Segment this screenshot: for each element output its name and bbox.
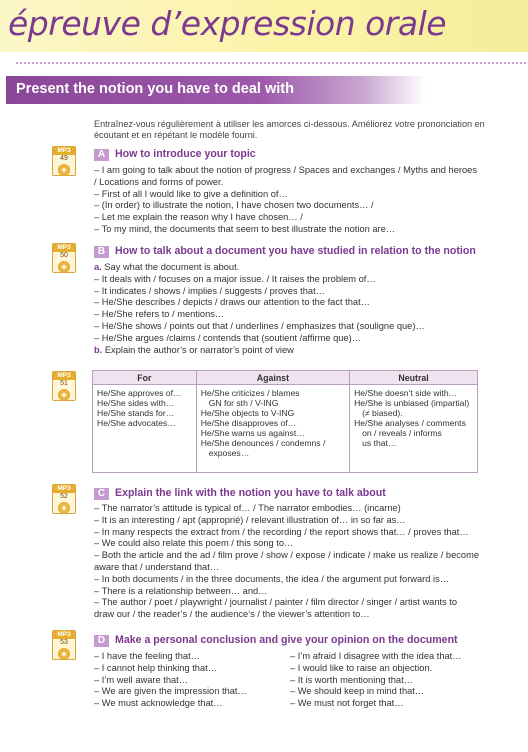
disc-icon	[58, 389, 70, 401]
section-letter-badge: C	[94, 488, 109, 500]
list-item: – I have the feeling that…	[94, 651, 200, 661]
section-a-lines	[94, 165, 504, 236]
list-item: – He/She argues /claims / contends that (soutient /affirme que)…	[94, 332, 361, 343]
mp3-audio-icon[interactable]: MP3 50	[52, 243, 76, 273]
mp3-audio-icon[interactable]: MP3 49	[52, 146, 76, 176]
list-item: – I would like to raise an objection.	[290, 662, 433, 673]
list-item: – We could also relate this poem / this song to…	[94, 538, 294, 549]
table-header-for: For	[93, 371, 197, 385]
list-item: – First of all I would like to give a definition of…	[94, 188, 288, 199]
list-item: – In many respects the extract from / the recording / the report shows that… / proves that…	[94, 526, 469, 537]
sub-heading-a: a. Say what the document is about.	[94, 262, 240, 272]
list-item: draw our / the reader’s / the audience’s / the viewer’s attention to…	[94, 609, 370, 620]
point-of-view-table	[92, 370, 478, 473]
sub-heading-b: b. Explain the author’s or narrator’s point of view	[94, 344, 294, 355]
list-item: – It deals with / focuses on a major issue. / It raises the problem of…	[94, 273, 376, 284]
list-item: – I cannot help thinking that…	[94, 662, 218, 673]
disc-icon	[58, 261, 70, 273]
list-item: – In both documents / in the three documents, the idea / the argument put forward is…	[94, 573, 450, 584]
table-cell-for: He/She approves of… He/She sides with… He/She stands for… He/She advocates…	[93, 385, 197, 473]
section-d-heading: D Make a personal conclusion and give your opinion on the document	[94, 634, 458, 647]
list-item: aware that / understand that…	[94, 561, 220, 572]
list-item: – Let me explain the reason why I have chosen… /	[94, 212, 303, 223]
disc-icon	[58, 648, 70, 660]
list-item: – I’m afraid I disagree with the idea that…	[290, 651, 462, 661]
section-d-right-column	[290, 651, 462, 710]
mp3-audio-icon[interactable]: MP3 51	[52, 371, 76, 401]
table-header-neutral: Neutral	[350, 371, 478, 385]
list-item: – Both the article and the ad / film prove / show / expose / indicate / make us realize / become	[94, 550, 479, 561]
list-item: – I am going to talk about the notion of progress / Spaces and exchanges / Myths and heroes	[94, 165, 477, 175]
list-item: – The author / poet / playwright / journalist / painter / film director / singer / artist wants to	[94, 597, 458, 608]
section-d-left-column	[94, 651, 247, 710]
list-item: – He/She describes / depicts / draws our attention to the fact that…	[94, 297, 370, 308]
table-cell-against: He/She criticizes / blames GN for sth / V-ING He/She objects to V-ING He/She disapproves of… He/She warns us against… He/She denounces / condemns / exposes…	[196, 385, 349, 473]
list-item: – The narrator’s attitude is typical of… / The narrator embodies… (incarne)	[94, 503, 401, 513]
section-letter-badge: A	[94, 149, 109, 161]
section-letter-badge: B	[94, 246, 109, 258]
mp3-audio-icon[interactable]: MP3 53	[52, 630, 76, 660]
intro-text: Entraînez-vous régulièrement à utiliser les amorces ci-dessous. Améliorez votre prononciation en écoutant et en répétant le modèle fourni.	[94, 119, 485, 140]
section-banner: Present the notion you have to deal with	[6, 76, 426, 104]
list-item: – It indicates / shows / implies / suggests / proves that…	[94, 285, 325, 296]
list-item: – We should keep in mind that…	[290, 686, 425, 697]
dotted-divider	[16, 62, 526, 64]
list-item: – He/She refers to / mentions…	[94, 309, 225, 320]
section-b-heading: B How to talk about a document you have studied in relation to the notion	[94, 245, 476, 258]
list-item: – It is an interesting / apt (approprié) / relevant illustration of… in so far as…	[94, 514, 406, 525]
section-letter-badge: D	[94, 635, 109, 647]
section-a-heading: A How to introduce your topic	[94, 148, 256, 161]
list-item: – He/She shows / points out that / underlines / emphasizes that (souligne que)…	[94, 320, 425, 331]
section-b-lines	[94, 262, 504, 356]
section-c-heading: C Explain the link with the notion you have to talk about	[94, 487, 386, 500]
list-item: – There is a relationship between… and…	[94, 585, 268, 596]
list-item: – We must not forget that…	[290, 698, 404, 709]
table-cell-neutral: He/She doesn’t side with… He/She is unbiased (impartial) (≠ biased). He/She analyses / comments on / reveals / informs us that…	[350, 385, 478, 473]
page-title: épreuve d’expression orale	[8, 4, 447, 43]
list-item: – We must acknowledge that…	[94, 698, 223, 709]
disc-icon	[58, 502, 70, 514]
list-item: – We are given the impression that…	[94, 686, 247, 697]
list-item: – To my mind, the documents that seem to best illustrate the notion are…	[94, 223, 396, 234]
table-header-against: Against	[196, 371, 349, 385]
section-c-lines	[94, 503, 504, 621]
list-item: / Locations and forms of power.	[94, 176, 224, 187]
disc-icon	[58, 164, 70, 176]
list-item: – It is worth mentioning that…	[290, 674, 413, 685]
list-item: – I’m well aware that…	[94, 674, 189, 685]
list-item: – (In order) to illustrate the notion, I have chosen two documents… /	[94, 200, 374, 211]
mp3-audio-icon[interactable]: MP3 52	[52, 484, 76, 514]
